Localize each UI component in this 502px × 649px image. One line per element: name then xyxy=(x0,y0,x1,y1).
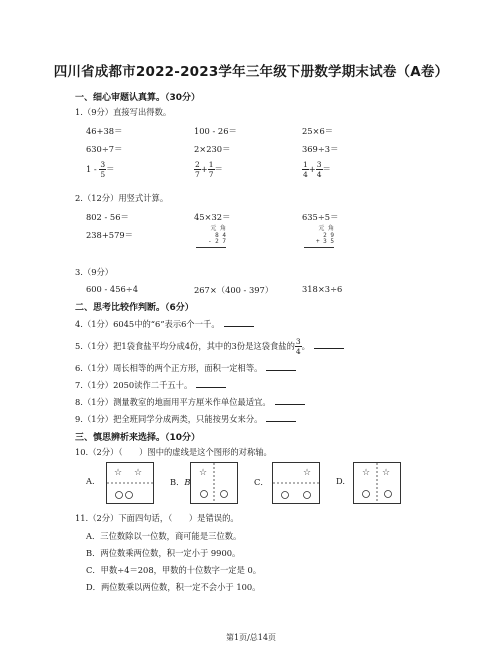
q1-fraction-item-b: $\frac{2}{7}$ + $\frac{1}{7}$ ＝ xyxy=(195,160,223,179)
option-label-b[interactable]: B．B xyxy=(170,477,191,487)
q11-option-d[interactable]: D．两位数乘以两位数，积一定不会小于 100。 xyxy=(86,582,261,592)
q11-option-b[interactable]: B．两位数乘两位数，积一定小于 9900。 xyxy=(86,548,241,558)
symmetry-figure-c[interactable] xyxy=(272,462,320,504)
section-heading-1: 一、细心审题认真算。（30分） xyxy=(75,93,201,103)
vertical-calc-image-2: 元 角 2 9 + 3 5 xyxy=(304,226,334,248)
q1-fraction-item-c: $\frac{1}{4}$ + $\frac{3}{4}$ ＝ xyxy=(303,160,331,179)
fraction: $\frac{3}{4}$ xyxy=(295,337,301,356)
svg-text:☆: ☆ xyxy=(199,468,208,478)
svg-text:☆: ☆ xyxy=(114,468,123,478)
figure-a-drawing xyxy=(107,463,153,503)
vertical-calc-image-1: 元 角 8 4 - 2 7 xyxy=(196,226,226,248)
fraction: $\frac{3}{5}$ xyxy=(100,160,106,179)
q1-item: 25×6＝ xyxy=(302,126,334,136)
judge-question-7: 7.（1分）2050读作二千五十。 xyxy=(75,379,226,391)
q11-option-c[interactable]: C．甲数÷4＝208，甲数的十位数字一定是 0。 xyxy=(86,565,262,575)
fraction: $\frac{2}{7}$ xyxy=(195,160,200,179)
question-3-stem: 3.（9分） xyxy=(75,267,114,277)
answer-blank[interactable] xyxy=(196,379,226,388)
q3-item: 318×3÷6 xyxy=(302,284,343,294)
q2-item: 45×32＝ xyxy=(194,212,231,222)
fraction: $\frac{1}{7}$ xyxy=(208,160,214,179)
section-heading-2: 二、思考比较作判断。（6分） xyxy=(75,303,194,313)
svg-text:☆: ☆ xyxy=(303,468,312,478)
judge-question-4: 4.（1分）6045中的“6”表示6个一千。 xyxy=(75,318,254,330)
question-1-stem: 1.（9分）直接写出得数。 xyxy=(75,107,172,117)
svg-text:☆: ☆ xyxy=(382,468,391,478)
option-label-c[interactable]: C． xyxy=(254,477,269,487)
q2-item: 238+579＝ xyxy=(86,230,133,240)
question-2-stem: 2.（12分）用竖式计算。 xyxy=(75,193,169,203)
q1-item: 46+38＝ xyxy=(86,126,123,136)
fraction: $\frac{3}{4}$ xyxy=(316,160,322,179)
page-title: 四川省成都市2022-2023学年三年级下册数学期末试卷（A卷） xyxy=(53,64,449,80)
symmetry-figure-d[interactable] xyxy=(353,462,401,504)
judge-question-6: 6.（1分）周长相等的两个正方形，面积一定相等。 xyxy=(75,362,296,374)
q3-item: 267×（400 - 397） xyxy=(194,285,274,295)
q1-item: 369÷3＝ xyxy=(302,144,339,154)
q1-item: 100 - 26＝ xyxy=(194,126,237,136)
q11-option-a[interactable]: A．三位数除以一位数，商可能是三位数。 xyxy=(86,531,242,541)
answer-blank[interactable] xyxy=(314,340,344,349)
svg-text:☆: ☆ xyxy=(362,468,371,478)
q1-item: 2×230＝ xyxy=(194,144,231,154)
question-10-stem: 10.（2分）（ ）图中的虚线是这个图形的对称轴。 xyxy=(75,447,272,457)
figure-b-drawing xyxy=(191,463,237,503)
svg-text:☆: ☆ xyxy=(134,468,143,478)
q2-item: 802 - 56＝ xyxy=(86,212,129,222)
judge-question-5: 5.（1分）把1袋食盐平均分成4份，其中的3份是这袋食盐的 $\frac{3}{4}$ 。 xyxy=(75,337,344,356)
answer-blank[interactable] xyxy=(266,413,296,422)
figure-c-drawing xyxy=(273,463,319,503)
question-11-stem: 11.（2分）下面四句话，（ ）是错误的。 xyxy=(75,513,239,523)
figure-d-drawing xyxy=(354,463,400,503)
q2-item: 635÷5＝ xyxy=(302,212,339,222)
q1-item: 630÷7＝ xyxy=(86,144,123,154)
q3-item: 600 - 456÷4 xyxy=(86,284,138,294)
judge-question-9: 9.（1分）把全班同学分成两类，只能按男女来分。 xyxy=(75,413,296,425)
answer-blank[interactable] xyxy=(275,396,305,405)
fraction: $\frac{1}{4}$ xyxy=(303,160,308,179)
judge-question-8: 8.（1分）测量教室的地面用平方厘米作单位最适宜。 xyxy=(75,396,305,408)
answer-blank[interactable] xyxy=(266,362,296,371)
section-heading-3: 三、慎思辨析来选择。（10分） xyxy=(75,433,201,443)
symmetry-figure-a[interactable] xyxy=(106,462,154,504)
page-footer: 第1页/总14页 xyxy=(226,633,276,642)
option-label-a[interactable]: A. xyxy=(86,476,95,486)
q1-fraction-item-a: 1 - $\frac{3}{5}$ ＝ xyxy=(86,160,115,179)
option-label-d[interactable]: D. xyxy=(336,476,345,486)
symmetry-figure-b[interactable] xyxy=(190,462,238,504)
answer-blank[interactable] xyxy=(224,318,254,327)
